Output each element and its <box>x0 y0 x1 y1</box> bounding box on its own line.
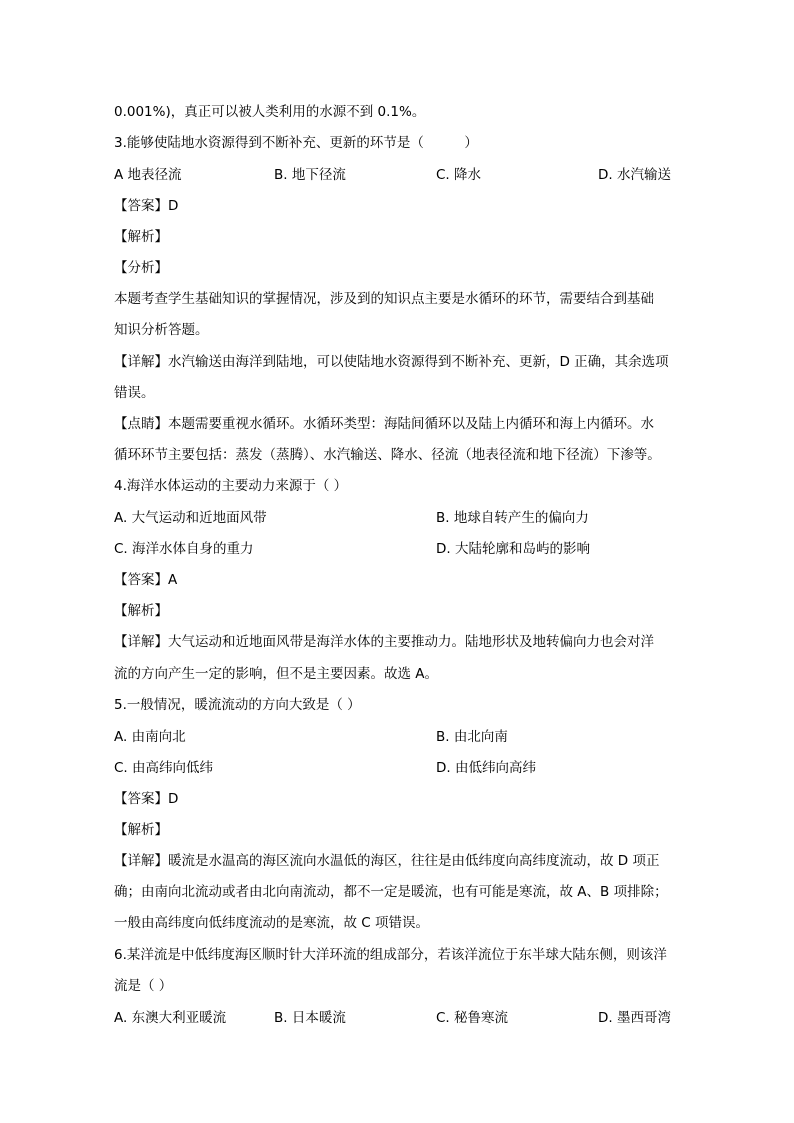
option-c: C. 秘鲁寒流 <box>436 1010 509 1026</box>
option-a: A. 大气运动和近地面风带 <box>114 510 267 526</box>
question-3-options <box>114 165 684 185</box>
text-line: 0.001%)，真正可以被人类利用的水源不到 0.1%。 <box>114 104 426 120</box>
option-d: D. 由低纬向高纬 <box>436 760 536 776</box>
question-6-options <box>114 1008 684 1028</box>
analysis-label: 【解析】 <box>114 229 168 245</box>
question-4-options-row1 <box>114 508 684 528</box>
question-4-options-row2 <box>114 539 684 559</box>
text-line: 【详解】大气运动和近地面风带是海洋水体的主要推动力。陆地形状及地转偏向力也会对洋 <box>114 634 654 650</box>
text-line: 一般由高纬度向低纬度流动的是寒流，故 C 项错误。 <box>114 915 430 931</box>
text-line: 确；由南向北流动或者由北向南流动，都不一定是暖流，也有可能是寒流，故 A、B 项排除； <box>114 884 668 900</box>
option-c: C. 由高纬向低纬 <box>114 760 214 776</box>
text-line: 流的方向产生一定的影响，但不是主要因素。故选 A。 <box>114 666 439 682</box>
text-line: 循环环节主要包括：蒸发（蒸腾）、水汽输送、降水、径流（地表径流和地下径流）下渗等。 <box>114 447 661 463</box>
question-6-stem-cont: 流是（ ） <box>114 978 173 994</box>
question-5-stem: 5.一般情况，暖流流动的方向大致是（ ） <box>114 697 361 713</box>
option-c: C. 海洋水体自身的重力 <box>114 541 254 557</box>
text-line: 【详解】暖流是水温高的海区流向水温低的海区，往往是由低纬度向高纬度流动，故 D 项正 <box>114 853 660 869</box>
text-line: 错误。 <box>114 385 155 401</box>
option-b: B. 地下径流 <box>274 167 346 183</box>
option-c: C. 降水 <box>436 167 482 183</box>
question-6-stem: 6.某洋流是中低纬度海区顺时针大洋环流的组成部分，若该洋流位于东半球大陆东侧，则该洋 <box>114 947 667 963</box>
option-d: D. 墨西哥湾 <box>598 1010 671 1026</box>
question-3-stem: 3.能够使陆地水资源得到不断补充、更新的环节是（ ） <box>114 135 478 151</box>
text-line: 【详解】水汽输送由海洋到陆地，可以使陆地水资源得到不断补充、更新，D 正确，其余选项 <box>114 354 669 370</box>
answer-label: 【答案】D <box>114 791 179 807</box>
text-line: 【点睛】本题需要重视水循环。水循环类型：海陆间循环以及陆上内循环和海上内循环。水 <box>114 416 654 432</box>
analysis-label: 【解析】 <box>114 603 168 619</box>
fenxi-label: 【分析】 <box>114 260 168 276</box>
option-a: A 地表径流 <box>114 167 182 183</box>
question-5-options-row1 <box>114 727 684 747</box>
answer-label: 【答案】A <box>114 572 178 588</box>
option-b: B. 由北向南 <box>436 729 508 745</box>
option-a: A. 东澳大利亚暖流 <box>114 1010 227 1026</box>
option-b: B. 地球自转产生的偏向力 <box>436 510 589 526</box>
text-line: 知识分析答题。 <box>114 322 209 338</box>
analysis-label: 【解析】 <box>114 822 168 838</box>
option-a: A. 由南向北 <box>114 729 186 745</box>
option-d: D. 水汽输送 <box>598 167 671 183</box>
question-4-stem: 4.海洋水体运动的主要动力来源于（ ） <box>114 478 348 494</box>
answer-label: 【答案】D <box>114 198 179 214</box>
option-b: B. 日本暖流 <box>274 1010 346 1026</box>
option-d: D. 大陆轮廓和岛屿的影响 <box>436 541 590 557</box>
question-5-options-row2 <box>114 758 684 778</box>
text-line: 本题考查学生基础知识的掌握情况，涉及到的知识点主要是水循环的环节，需要结合到基础 <box>114 291 654 307</box>
